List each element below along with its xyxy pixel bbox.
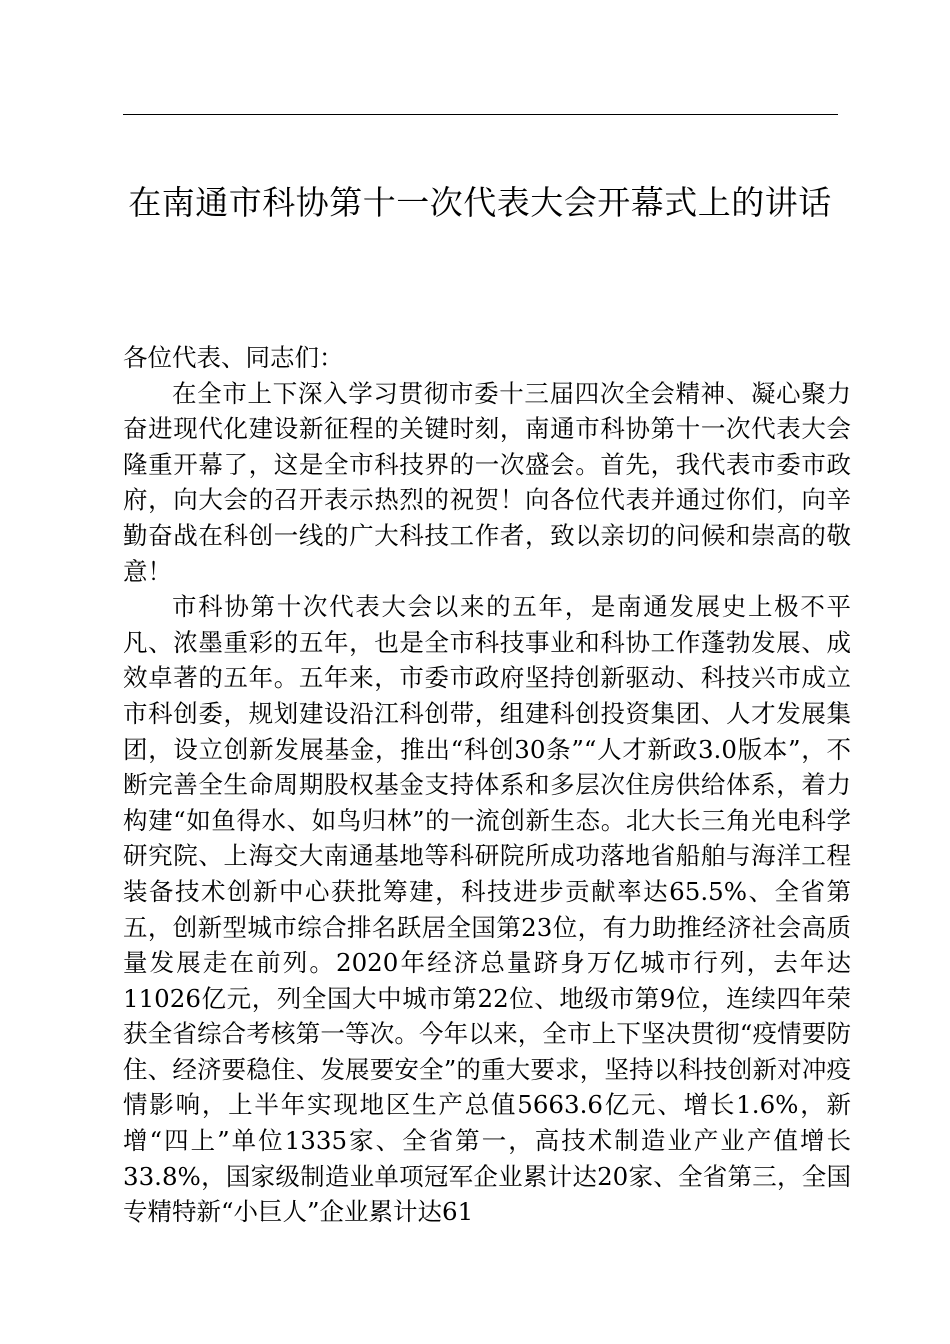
salutation: 各位代表、同志们：: [123, 343, 344, 372]
document-title: 在南通市科协第十一次代表大会开幕式上的讲话: [128, 183, 832, 222]
paragraph: 在全市上下深入学习贯彻市委十三届四次全会精神、凝心聚力奋进现代化建设新征程的关键时刻，南通市科协第十一次代表大会隆重开幕了，这是全市科技界的一次盛会。首先，我代表市委市政府，向大会的召开表示热烈的祝贺！向各位代表并通过你们，向辛勤奋战在科创一线的广大科技工作者，致以亲切的问候和崇高的敬意！: [123, 378, 851, 586]
paragraph: 市科协第十次代表大会以来的五年，是南通发展史上极不平凡、浓墨重彩的五年，也是全市科技事业和科协工作蓬勃发展、成效卓著的五年。五年来，市委市政府坚持创新驱动、科技兴市成立市科创委，规划建设沿江科创带，组建科创投资集团、人才发展集团，设立创新发展基金，推出“科创30条”“人才新政3.0版本”，不断完善全生命周期股权基金支持体系和多层次住房供给体系，着力构建“如鱼得水、如鸟归林”的一流创新生态。北大长三角光电科学研究院、上海交大南通基地等科研院所成功落地省船舶与海洋工程装备技术创新中心获批筹建，科技进步贡献率达65.5%、全省第五，创新型城市综合排名跃居全国第23位，有力助推经济社会高质量发展走在前列。2020年经济总量跻身万亿城市行列，去年达11026亿元，列全国大中城市第22位、地级市第9位，连续四年荣获全省综合考核第一等次。今年以来，全市上下坚决贯彻“疫情要防住、经济要稳住、发展要安全”的重大要求，坚持以科技创新对冲疫情影响，上半年实现地区生产总值5663.6亿元、增长1.6%，新增“四上”单位1335家、全省第一，高技术制造业产业产值增长33.8%，国家级制造业单项冠军企业累计达20家、全省第三，全国专精特新“小巨人”企业累计达61: [123, 592, 851, 1227]
header-rule: [123, 114, 838, 115]
document-body: [123, 340, 851, 1230]
